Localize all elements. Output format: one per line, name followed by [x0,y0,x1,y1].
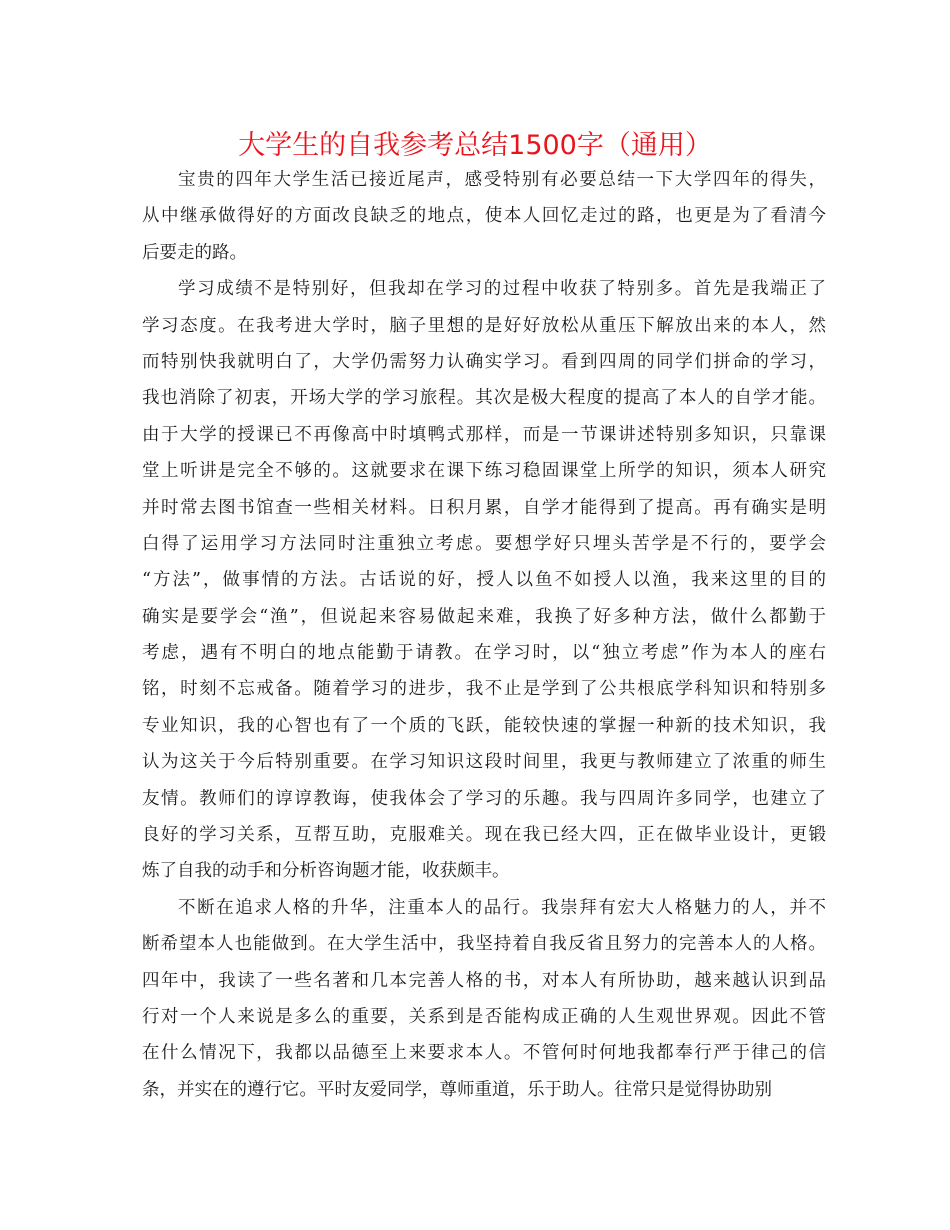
text-line: 从中继承做得好的方面改良缺乏的地点，使本人回忆走过的路，也更是为了看清今 [142,206,828,227]
text-line: 宝贵的四年大学生活已接近尾声，感受特别有必要总结一下大学四年的得失， [178,170,828,190]
text-line: 认为这关于今后特别重要。在学习知识这段时间里，我更与教师建立了浓重的师生 [142,752,828,773]
text-line: 后要走的路。 [142,242,247,263]
text-line: 断希望本人也能做到。在大学生活中，我坚持着自我反省且努力的完善本人的人格。 [142,934,828,955]
text-line: 条，并实在的遵行它。平时友爱同学，尊师重道，乐于助人。往常只是觉得协助别 [142,1079,772,1100]
text-line: 行对一个人来说是多么的重要，关系到是否能构成正确的人生观世界观。因此不管 [142,1006,828,1027]
text-line: 学习成绩不是特别好，但我却在学习的过程中收获了特别多。首先是我端正了 [178,279,828,300]
text-line: 不断在追求人格的升华，注重本人的品行。我崇拜有宏大人格魅力的人，并不 [178,897,828,918]
text-line: 白得了运用学习方法同时注重独立考虑。要想学好只埋头苦学是不行的，要学会 [142,533,829,554]
document-body [142,162,829,1108]
text-line: 并时常去图书馆查一些相关材料。日积月累，自学才能得到了提高。再有确实是明 [142,497,828,518]
text-line: 铭，时刻不忘戒备。随着学习的进步，我不止是学到了公共根底学科知识和特别多 [142,679,828,700]
text-line: “方法”，做事情的方法。古话说的好，授人以鱼不如授人以渔，我来这里的目的 [142,570,829,591]
text-line: 确实是要学会“渔”，但说起来容易做起来难，我换了好多种方法，做什么都勤于 [142,606,829,627]
text-line: 良好的学习关系，互帮互助，克服难关。现在我已经大四，正在做毕业设计，更锻 [142,825,828,846]
text-line: 堂上听讲是完全不够的。这就要求在课下练习稳固课堂上所学的知识，须本人研究 [142,461,828,482]
text-line: 专业知识，我的心智也有了一个质的飞跃，能较快速的掌握一种新的技术知识，我 [142,715,828,736]
text-line: 学习态度。在我考进大学时，脑子里想的是好好放松从重压下解放出来的本人，然 [142,315,828,336]
text-line: 炼了自我的动手和分析咨询题才能，收获颇丰。 [142,861,510,882]
text-line: 我也消除了初衷，开场大学的学习旅程。其次是极大程度的提高了本人的自学才能。 [142,388,828,409]
text-line: 由于大学的授课已不再像高中时填鸭式那样，而是一节课讲述特别多知识，只靠课 [142,424,828,445]
text-line: 考虑，遇有不明白的地点能勤于请教。在学习时，以“独立考虑”作为本人的座右 [142,643,829,664]
text-line: 友情。教师们的谆谆教诲，使我体会了学习的乐趣。我与四周许多同学，也建立了 [142,788,828,809]
text-line: 在什么情况下，我都以品德至上来要求本人。不管何时何地我都奉行严于律己的信 [142,1043,828,1064]
text-line: 而特别快我就明白了，大学仍需努力认确实学习。看到四周的同学们拼命的学习， [142,351,828,372]
text-line: 四年中，我读了一些名著和几本完善人格的书，对本人有所协助，越来越认识到品 [142,970,828,991]
document-title: 大学生的自我参考总结1500字（通用） [238,130,712,161]
